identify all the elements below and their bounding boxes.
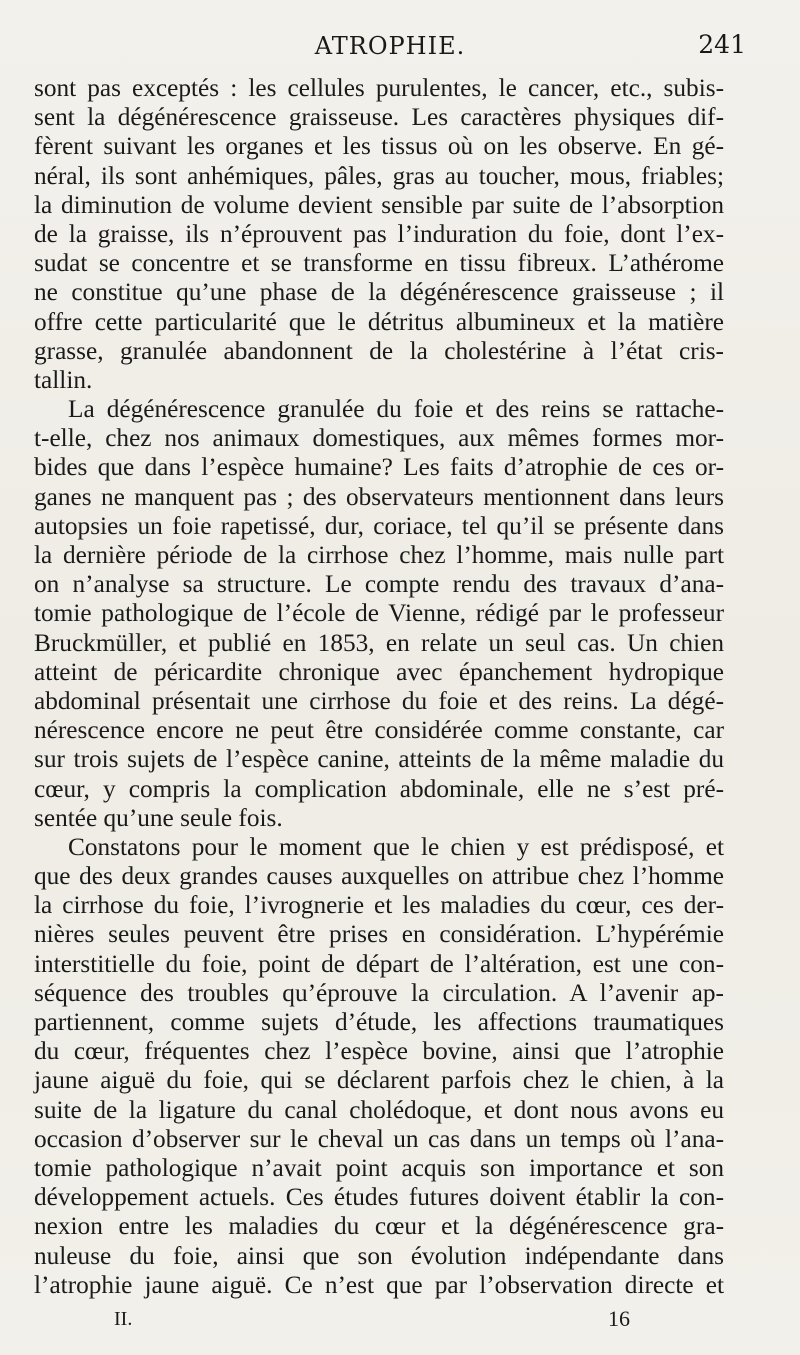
text-line: suite de la ligature du canal cholédoque, et dont nous avons eu (34, 1095, 724, 1124)
text-line: nuleuse du foie, ainsi que son évolution indépendante dans (34, 1241, 724, 1270)
paragraph-1 (34, 74, 724, 395)
text-line: t-elle, chez nos animaux domestiques, aux mêmes formes mor- (34, 424, 724, 453)
text-line: ne constitue qu’une phase de la dégénérescence graisseuse ; il (34, 278, 724, 307)
text-line: atteint de péricardite chronique avec épanchement hydropique (34, 657, 724, 686)
running-title: ATROPHIE. (314, 32, 466, 60)
text-line: fèrent suivant les organes et les tissus où on les observe. En gé- (34, 132, 724, 161)
page-number: 241 (698, 30, 746, 59)
text-line: interstitielle du foie, point de départ de l’altération, est une con- (34, 949, 724, 978)
text-line: autopsies un foie rapetissé, dur, coriace, tel qu’il se présente dans (34, 511, 724, 540)
text-line: bides que dans l’espèce humaine? Les faits d’atrophie de ces or- (34, 453, 724, 482)
text-line: la cirrhose du foie, l’ivrognerie et les maladies du cœur, ces der- (34, 891, 724, 920)
text-line: nérescence encore ne peut être considérée comme constante, car (34, 716, 724, 745)
text-line: cœur, y compris la complication abdominale, elle ne s’est pré- (34, 774, 724, 803)
text-line: de la graisse, ils n’éprouvent pas l’induration du foie, dont l’ex- (34, 219, 724, 248)
text-line: la diminution de volume devient sensible par suite de l’absorption (34, 190, 724, 219)
text-line: séquence des troubles qu’éprouve la circulation. A l’avenir ap- (34, 978, 724, 1007)
text-line: ganes ne manquent pas ; des observateurs mentionnent dans leurs (34, 482, 724, 511)
text-line: nexion entre les maladies du cœur et la dégénérescence gra- (34, 1212, 724, 1241)
text-line: La dégénérescence granulée du foie et des reins se rattache- (68, 395, 724, 424)
text-line: Bruckmüller, et publié en 1853, en relate un seul cas. Un chien (34, 628, 724, 657)
text-line: sur trois sujets de l’espèce canine, atteints de la même maladie du (34, 745, 724, 774)
text-line: abdominal présentait une cirrhose du foie et des reins. La dégé- (34, 686, 724, 715)
text-line: tomie pathologique n’avait point acquis son importance et son (34, 1153, 724, 1182)
text-line: Constatons pour le moment que le chien y est prédisposé, et (68, 832, 724, 861)
text-line: sudat se concentre et se transforme en tissu fibreux. L’athérome (34, 249, 724, 278)
text-line: néral, ils sont anhémiques, pâles, gras au toucher, mous, friables; (34, 161, 724, 190)
text-line: développement actuels. Ces études futures doivent établir la con- (34, 1183, 724, 1212)
text-line: grasse, granulée abandonnent de la cholestérine à l’état cris- (34, 336, 724, 365)
text-line: nières seules peuvent être prises en considération. L’hypérémie (34, 920, 724, 949)
page-header (34, 30, 746, 64)
body-text (34, 74, 724, 1300)
text-line: jaune aiguë du foie, qui se déclarent parfois chez le chien, à la (34, 1066, 724, 1095)
text-line: sont pas exceptés : les cellules purulentes, le cancer, etc., subis- (34, 74, 724, 102)
text-line: tomie pathologique de l’école de Vienne, rédigé par le professeur (34, 599, 724, 628)
text-line: que des deux grandes causes auxquelles on attribue chez l’homme (34, 862, 724, 891)
signature-mark-volume: II. (114, 1308, 133, 1330)
paragraph-3 (34, 833, 724, 1300)
text-line: partiennent, comme sujets d’étude, les affections traumatiques (34, 1008, 724, 1036)
text-line: on n’analyse sa structure. Le compte rendu des travaux d’ana- (34, 570, 724, 599)
text-line: du cœur, fréquentes chez l’espèce bovine, ainsi que l’atrophie (34, 1037, 724, 1066)
text-line: offre cette particularité que le détritus albumineux et la matière (34, 307, 724, 336)
text-line: sent la dégénérescence graisseuse. Les caractères physiques dif- (34, 103, 724, 132)
text-line: la dernière période de la cirrhose chez l’homme, mais nulle part (34, 541, 724, 569)
text-line: tallin. (34, 365, 93, 394)
text-line: sentée qu’une seule fois. (34, 803, 283, 832)
paragraph-2 (34, 395, 724, 833)
text-line: l’atrophie jaune aiguë. Ce n’est que par l’observation directe et (34, 1270, 724, 1299)
page-footer (114, 1306, 630, 1334)
text-line: occasion d’observer sur le cheval un cas dans un temps où l’ana- (34, 1124, 724, 1153)
signature-mark-sheet: 16 (608, 1306, 630, 1331)
